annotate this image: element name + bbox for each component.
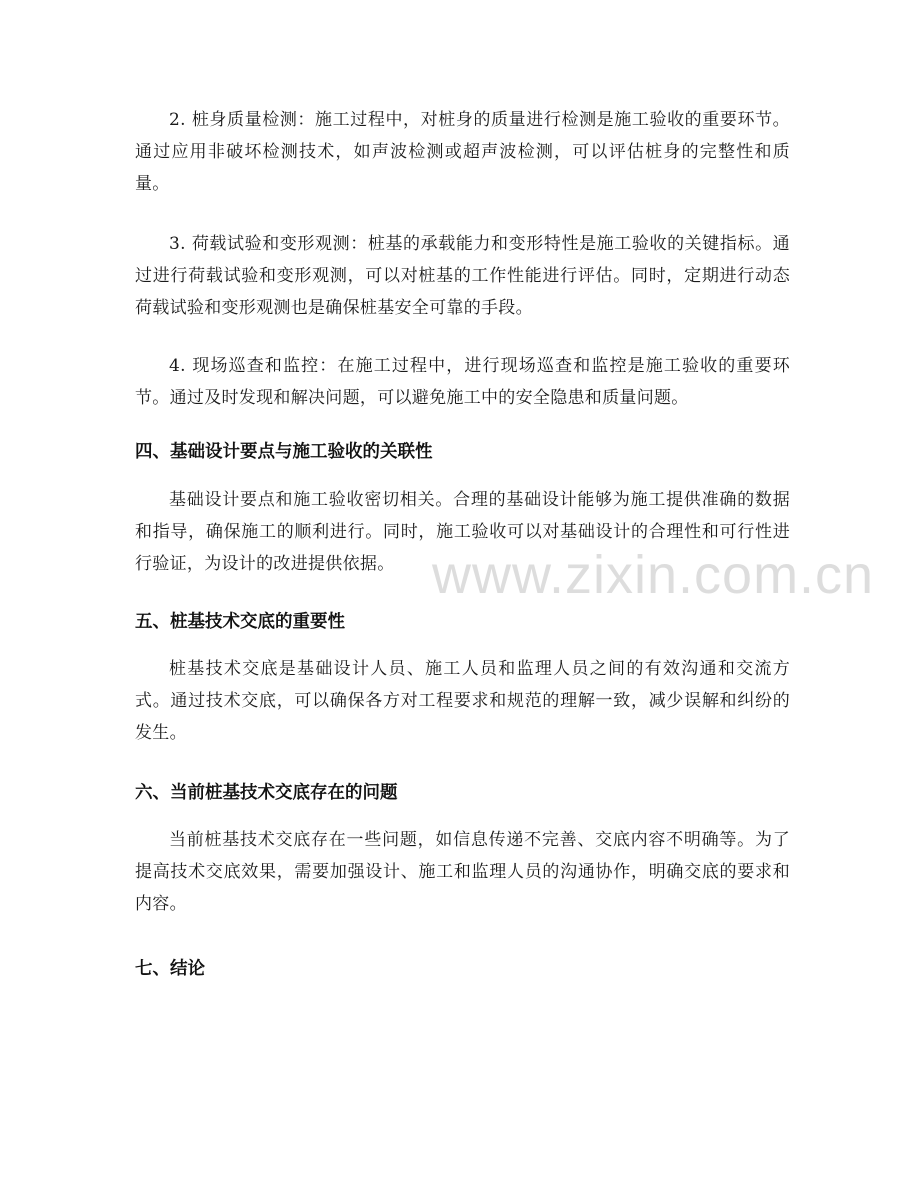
paragraph-text: 桩基技术交底是基础设计人员、施工人员和监理人员之间的有效沟通和交流方式。通过技术交底，可以确保各方对工程要求和规范的理解一致，减少误解和纠纷的发生。 [135, 659, 790, 743]
paragraph-section4-body [135, 484, 790, 580]
heading-text: 四、基础设计要点与施工验收的关联性 [135, 442, 433, 462]
paragraph-site-inspection [135, 350, 790, 414]
paragraph-text: 3. 荷载试验和变形观测：桩基的承载能力和变形特性是施工验收的关键指标。通过进行荷载试验和变形观测，可以对桩基的工作性能进行评估。同时，定期进行动态荷载试验和变形观测也是确保桩基安全可靠的手段。 [135, 234, 790, 318]
heading-text: 五、桩基技术交底的重要性 [135, 612, 345, 632]
heading-text: 七、结论 [135, 959, 205, 979]
section-heading-7 [135, 953, 790, 985]
paragraph-section6-body [135, 824, 790, 920]
section-heading-6 [135, 777, 790, 809]
paragraph-load-test [135, 228, 790, 324]
paragraph-text: 基础设计要点和施工验收密切相关。合理的基础设计能够为施工提供准确的数据和指导，确保施工的顺利进行。同时，施工验收可以对基础设计的合理性和可行性进行验证，为设计的改进提供依据。 [135, 490, 790, 574]
paragraph-text: 当前桩基技术交底存在一些问题，如信息传递不完善、交底内容不明确等。为了提高技术交底效果，需要加强设计、施工和监理人员的沟通协作，明确交底的要求和内容。 [135, 830, 790, 914]
section-heading-5 [135, 606, 790, 638]
watermark-text: www.zixin.com.cn [432, 545, 875, 605]
paragraph-section5-body [135, 653, 790, 749]
paragraph-text: 4. 现场巡查和监控：在施工过程中，进行现场巡查和监控是施工验收的重要环节。通过及时发现和解决问题，可以避免施工中的安全隐患和质量问题。 [135, 356, 790, 408]
section-heading-4 [135, 436, 790, 468]
paragraph-text: 2. 桩身质量检测：施工过程中，对桩身的质量进行检测是施工验收的重要环节。通过应用非破坏检测技术，如声波检测或超声波检测，可以评估桩身的完整性和质量。 [135, 110, 790, 194]
paragraph-pile-body-quality [135, 104, 790, 200]
heading-text: 六、当前桩基技术交底存在的问题 [135, 783, 398, 803]
